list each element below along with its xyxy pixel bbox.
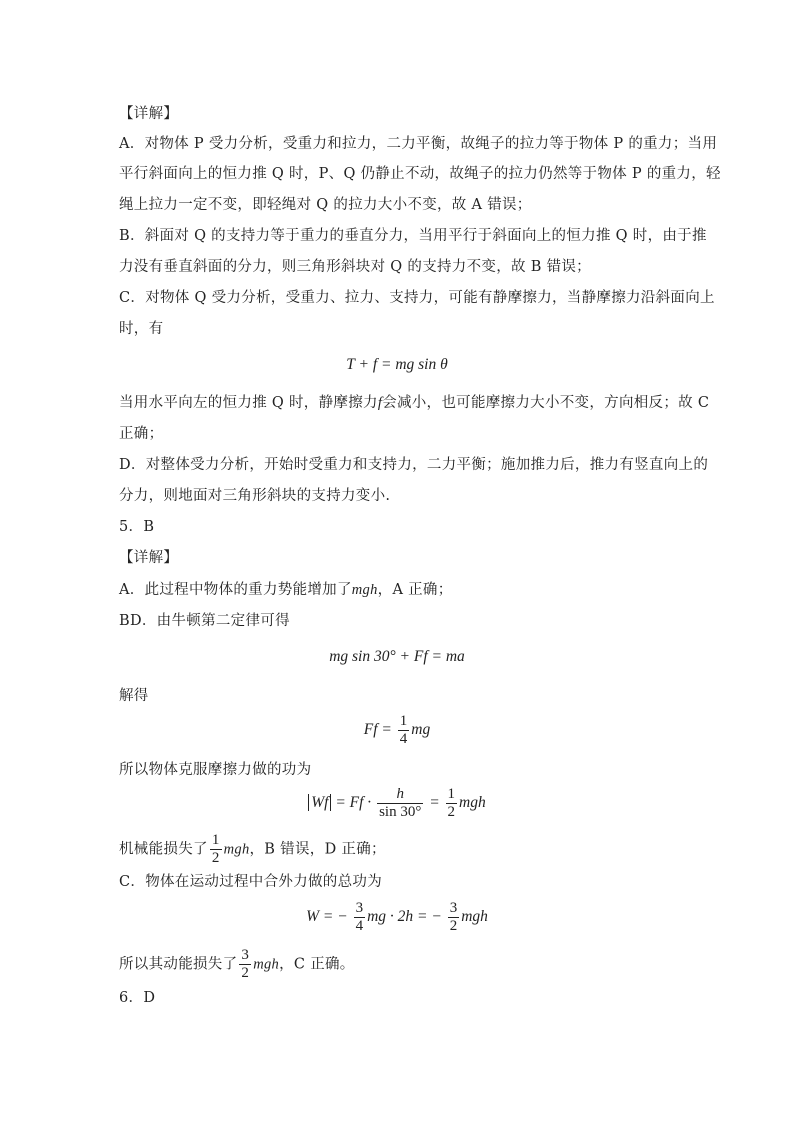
text-line: A．此过程中物体的重力势能增加了mgh，A 正确； [119,582,453,598]
equation-friction-force: Ff = $\frac{1}{4}$ mg [363,713,431,747]
math-expr: mgh [253,956,280,973]
text-line: 机械能损失了 $\frac{1}{2}$ mgh，B 错误，D 正确； [119,832,386,866]
fraction: $\frac{1}{2}$ [447,786,456,820]
text-line: A．对物体 P 受力分析，受重力和拉力，二力平衡，故绳子的拉力等于物体 P 的重力；当用 [119,136,718,152]
equation-friction-balance: T + f = mg sin θ [346,356,448,373]
equation-friction-work: Wf = Ff · $\frac{h}{\sin 30^\circ}$ = $\frac{1}{2}$ mgh [0,786,794,821]
text-line: B．斜面对 Q 的支持力等于重力的垂直分力，当用平行于斜面向上的恒力推 Q 时，由于推 [119,228,707,244]
math-expr: mgh [351,582,378,598]
section-header: 【详解】 [119,106,179,122]
text-line: 解得 [119,688,149,704]
math-expr: mgh [223,841,250,858]
text-line: 所以其动能损失了 $\frac{3}{2}$ mgh，C 正确。 [119,947,355,981]
fraction: $\frac{h}{\sin 30^\circ}$ [379,786,422,820]
fraction: $\frac{1}{4}$ [399,713,408,747]
math-var: f [377,395,383,411]
fraction: $\frac{3}{2}$ [449,900,458,934]
text-line: 分力，则地面对三角形斜块的支持力变小. [119,488,391,504]
section-header: 【详解】 [119,550,179,566]
text-line: 绳上拉力一定不变，即轻绳对 Q 的拉力大小不变，故 A 错误； [119,197,532,213]
text-line: 正确； [119,426,164,442]
answer-label: 6．D [119,990,156,1006]
fraction: $\frac{3}{4}$ [355,900,364,934]
equation-newton-second-law: mg sin 30° + Ff = ma [329,648,465,665]
equation-total-work: W = − $\frac{3}{4}$ mg · 2h = − $\frac{3}{2}$ mgh [306,900,488,934]
text-line: 力没有垂直斜面的分力，则三角形斜块对 Q 的支持力不变，故 B 错误； [119,259,591,275]
fraction: $\frac{3}{2}$ [241,947,250,981]
text-line: 平行斜面向上的恒力推 Q 时，P、Q 仍静止不动，故绳子的拉力仍然等于物体 P 的重力，轻 [119,166,721,182]
answer-label: 5．B [119,519,155,535]
text-line: BD．由牛顿第二定律可得 [119,613,290,629]
text-line: C．物体在运动过程中合外力做的总功为 [119,874,382,890]
text-line: D．对整体受力分析，开始时受重力和支持力，二力平衡；施加推力后，推力有竖直向上的 [119,457,709,473]
fraction: $\frac{1}{2}$ [211,832,220,866]
text-line: 所以物体克服摩擦力做的功为 [119,762,312,778]
text-line: 时，有 [119,321,164,337]
text-line: 当用水平向左的恒力推 Q 时，静摩擦力f会减小，也可能摩擦力大小不变，方向相反；故 C [119,395,710,411]
text-line: C．对物体 Q 受力分析，受重力、拉力、支持力，可能有静摩擦力，当静摩擦力沿斜面向上 [119,290,715,306]
